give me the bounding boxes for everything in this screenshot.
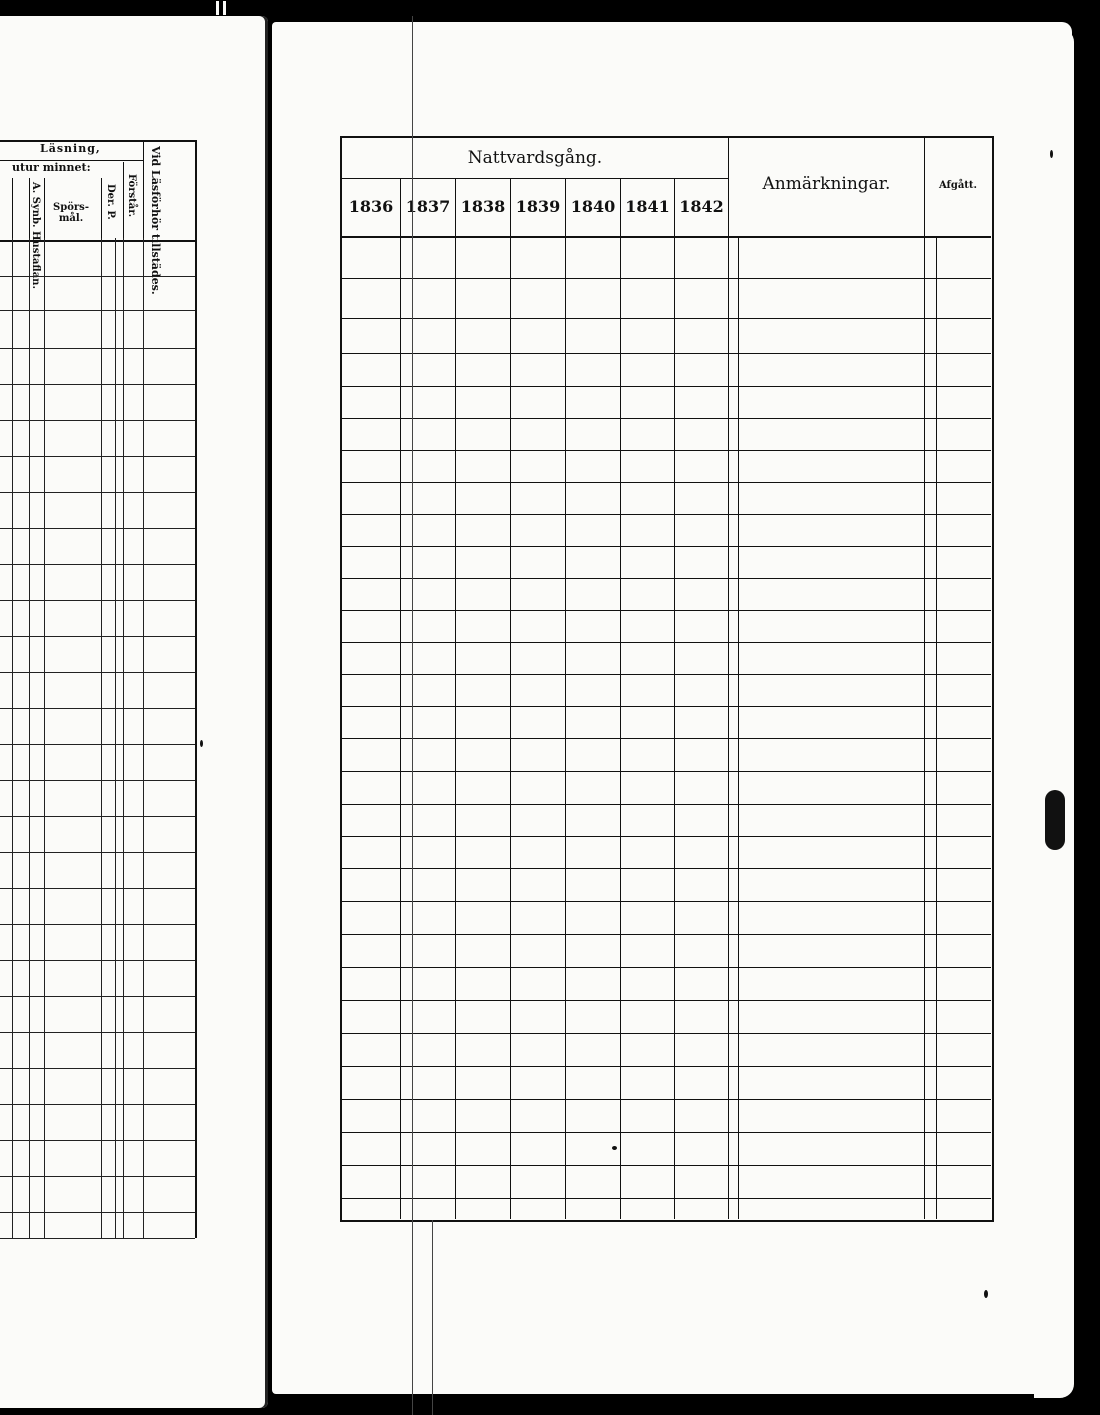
left-col-divider (44, 178, 45, 240)
left-row-line (0, 1238, 195, 1239)
left-row-line (0, 852, 195, 853)
row-line (342, 1033, 991, 1034)
row-line (342, 450, 991, 451)
nattvardsgang-header: Nattvardsgång. (342, 138, 728, 179)
row-line (342, 901, 991, 902)
binding-marks (216, 0, 230, 14)
ink-speck (1050, 150, 1053, 158)
left-col-divider (143, 142, 144, 240)
register-body-grid (342, 238, 991, 1219)
col-header-der-p: Der. P. (105, 184, 116, 220)
year-header-row (342, 178, 728, 236)
row-line (342, 578, 991, 579)
year-header-1837: 1837 (400, 178, 455, 236)
row-line (342, 934, 991, 935)
row-line (342, 418, 991, 419)
left-row-line (0, 310, 195, 311)
col-header-hustaflan: A. Synb. Hustaflan. (30, 182, 41, 289)
col-header-lasforhor: Vid Läsförhör tillstädes. (149, 146, 162, 295)
year-header-1841: 1841 (620, 178, 674, 236)
left-row-line (0, 456, 195, 457)
left-row-line (0, 384, 195, 385)
left-col-line (143, 238, 144, 1238)
left-row-line (0, 636, 195, 637)
left-col-line (12, 238, 13, 1238)
row-line (342, 868, 991, 869)
row-line (342, 1099, 991, 1100)
row-line (342, 610, 991, 611)
page-fold-line (412, 16, 413, 1415)
row-line (342, 804, 991, 805)
row-line (342, 674, 991, 675)
left-row-line (0, 564, 195, 565)
row-line (342, 278, 991, 279)
lasning-heading: Läsning, (40, 142, 101, 155)
col-header-forstar: Förstår. (126, 174, 137, 218)
ink-speck (984, 1290, 988, 1298)
left-row-line (0, 348, 195, 349)
ink-speck (200, 740, 203, 747)
left-row-line (0, 420, 195, 421)
page-damage-mark (1045, 790, 1065, 850)
left-register-table (0, 140, 195, 1240)
row-line (342, 836, 991, 837)
left-row-line (0, 492, 195, 493)
left-row-line (0, 708, 195, 709)
left-row-line (0, 672, 195, 673)
row-line (342, 318, 991, 319)
utur-minnet-heading: utur minnet: (0, 160, 143, 174)
left-col-line (101, 238, 102, 1238)
year-header-1840: 1840 (565, 178, 620, 236)
left-row-line (0, 924, 195, 925)
left-table-body (0, 238, 197, 1238)
page-fold-line (432, 1220, 433, 1415)
afgatt-header: Afgått. (924, 138, 991, 236)
year-header-1842: 1842 (674, 178, 728, 236)
row-line (342, 706, 991, 707)
left-col-divider (123, 162, 124, 240)
left-col-line (115, 238, 116, 1238)
left-col-line (29, 238, 30, 1238)
row-line (342, 386, 991, 387)
left-row-line (0, 960, 195, 961)
left-col-line (123, 238, 124, 1238)
left-row-line (0, 600, 195, 601)
left-col-divider (101, 178, 102, 240)
anmarkningar-header: Anmärkningar. (728, 138, 924, 236)
ink-speck (612, 1146, 617, 1150)
left-row-line (0, 1140, 195, 1141)
row-line (342, 353, 991, 354)
left-col-divider (12, 178, 13, 240)
row-line (342, 1132, 991, 1133)
left-row-line (0, 1212, 195, 1213)
left-row-line (0, 276, 195, 277)
row-line (342, 967, 991, 968)
left-row-line (0, 1104, 195, 1105)
row-line (342, 546, 991, 547)
left-row-line (0, 1176, 195, 1177)
row-line (342, 1165, 991, 1166)
row-line (342, 1066, 991, 1067)
left-row-line (0, 1068, 195, 1069)
row-line (342, 1198, 991, 1199)
year-header-1839: 1839 (510, 178, 565, 236)
left-row-line (0, 528, 195, 529)
col-header-sporsmal: Spörs- mål. (53, 202, 89, 224)
year-header-1836: 1836 (348, 197, 394, 216)
left-row-line (0, 1032, 195, 1033)
left-row-line (0, 744, 195, 745)
row-line (342, 642, 991, 643)
row-line (342, 514, 991, 515)
row-line (342, 771, 991, 772)
left-table-header (0, 140, 197, 295)
communion-register-table (340, 136, 994, 1222)
row-line (342, 1000, 991, 1001)
left-row-line (0, 996, 195, 997)
left-page (0, 16, 268, 1408)
left-row-line (0, 780, 195, 781)
left-col-line (44, 238, 45, 1238)
row-line (342, 482, 991, 483)
left-row-line (0, 888, 195, 889)
year-header-1838: 1838 (455, 178, 510, 236)
row-line (342, 738, 991, 739)
left-row-line (0, 816, 195, 817)
